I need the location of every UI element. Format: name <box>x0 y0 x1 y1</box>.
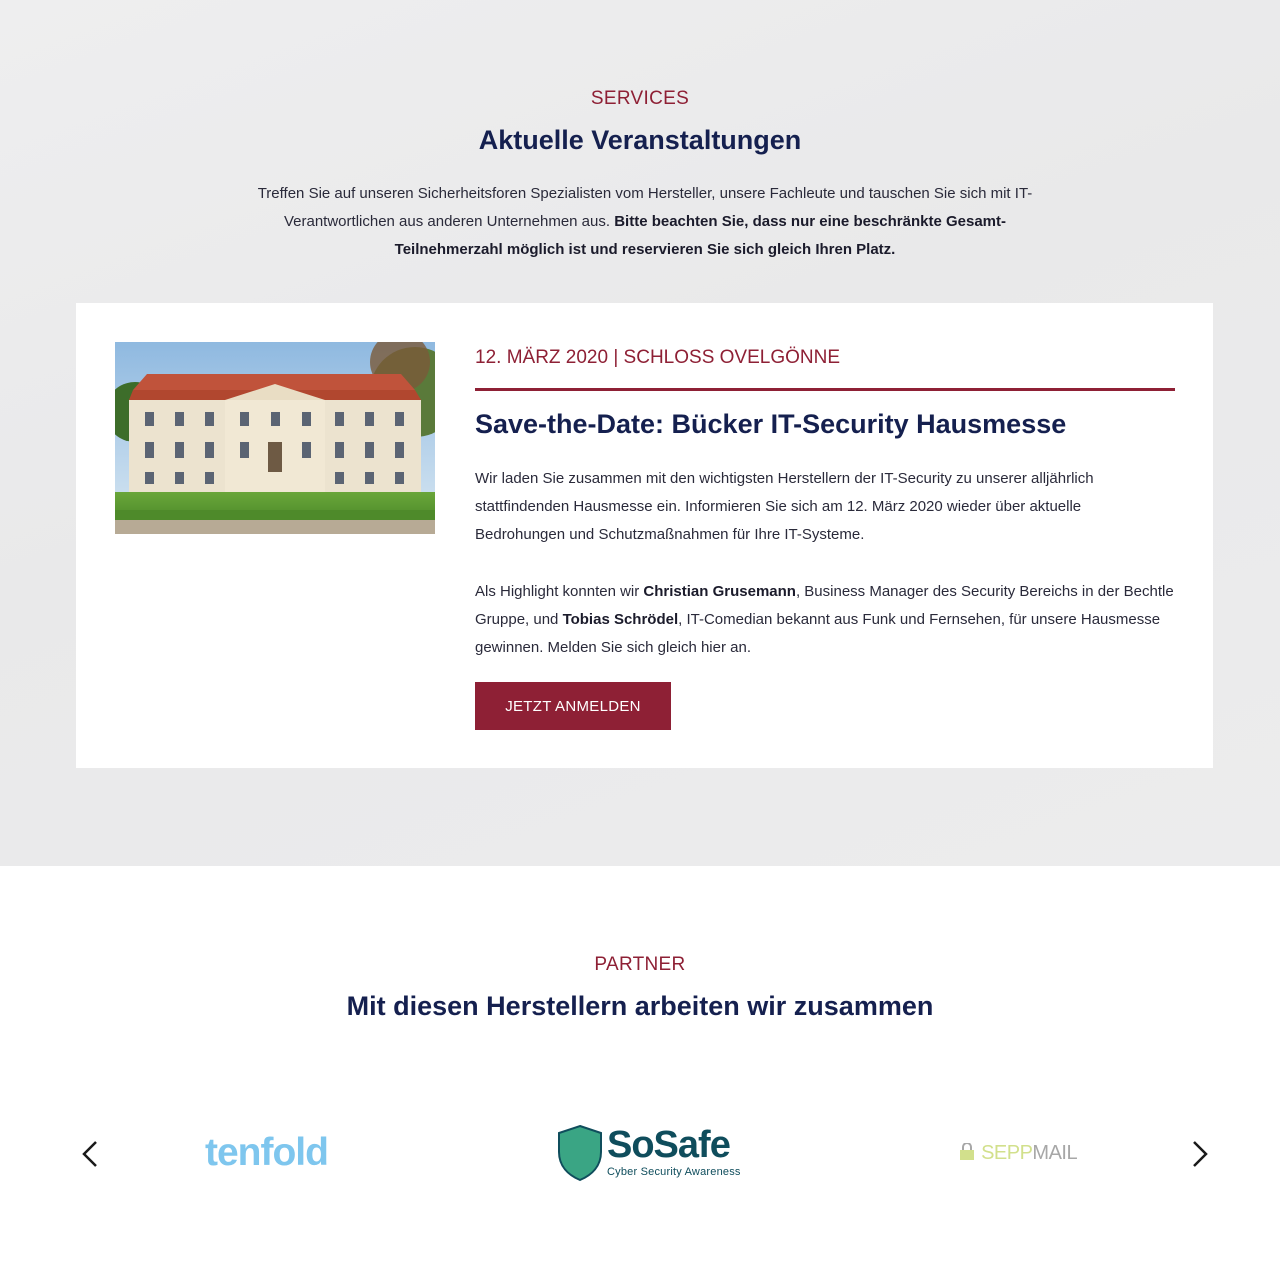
sosafe-name: SoSafe <box>607 1124 730 1166</box>
services-kicker: SERVICES <box>590 88 690 109</box>
castle-image <box>115 342 435 534</box>
p2-text-b: , Business Manager des Security Bereichs in der Bechtle Gruppe, und <box>475 583 1174 628</box>
carousel-next-button[interactable] <box>1184 1134 1214 1174</box>
lock-icon <box>958 1143 976 1161</box>
event-card <box>76 303 1213 768</box>
seppmail-part-b: MAIL <box>1032 1142 1078 1164</box>
services-intro <box>235 180 1055 264</box>
shield-icon <box>557 1124 603 1182</box>
partner-kicker: PARTNER <box>594 954 686 975</box>
logo-sosafe[interactable] <box>557 1124 747 1184</box>
chevron-right-icon <box>1184 1134 1214 1174</box>
partner-title: Mit diesen Herstellern arbeiten wir zusammen <box>346 991 934 1021</box>
chevron-left-icon <box>76 1134 106 1174</box>
logo-tenfold[interactable]: tenfold <box>205 1131 328 1174</box>
speaker-name-1: Christian Grusemann <box>643 583 796 600</box>
event-title: Save-the-Date: Bücker IT-Security Hausmesse <box>475 409 1067 439</box>
services-intro-text: Treffen Sie auf unseren Sicherheitsforen Spezialisten vom Hersteller, unsere Fachleute und tauschen Sie sich mit IT-Verantwortlichen aus anderen Unternehmen aus. <box>257 185 1033 230</box>
p2-text-a: Als Highlight konnten wir <box>475 583 644 600</box>
register-button[interactable]: JETZT ANMELDEN <box>475 682 671 730</box>
p2-text-c: , IT-Comedian bekannt aus Funk und Fernsehen, für unsere Hausmesse gewinnen. Melden Sie sich gleich hier an. <box>475 611 1161 656</box>
services-title: Aktuelle Veranstaltungen <box>478 125 802 155</box>
logo-seppmail[interactable] <box>958 1142 1077 1165</box>
seppmail-part-a: SEPP <box>981 1142 1033 1164</box>
event-divider <box>475 388 1175 391</box>
partner-section <box>0 866 1280 1280</box>
event-meta: 12. MÄRZ 2020 | SCHLOSS OVELGÖNNE <box>475 347 841 368</box>
event-photo <box>115 342 435 534</box>
event-paragraph-2 <box>475 578 1175 662</box>
services-intro-bold: Bitte beachten Sie, dass nur eine beschränkte Gesamt-Teilnehmerzahl möglich ist und reservieren Sie sich gleich Ihren Platz. <box>394 213 1007 258</box>
event-paragraph-1: Wir laden Sie zusammen mit den wichtigsten Herstellern der IT-Security zu unserer alljährlich stattfindenden Hausmesse ein. Informieren Sie sich am 12. März 2020 wieder über aktuelle Bedrohungen und Schutzmaßnahmen für Ihre IT-Systeme. <box>475 470 1094 543</box>
sosafe-tagline: Cyber Security Awareness <box>607 1166 741 1178</box>
carousel-prev-button[interactable] <box>76 1134 106 1174</box>
speaker-name-2: Tobias Schrödel <box>562 611 679 628</box>
